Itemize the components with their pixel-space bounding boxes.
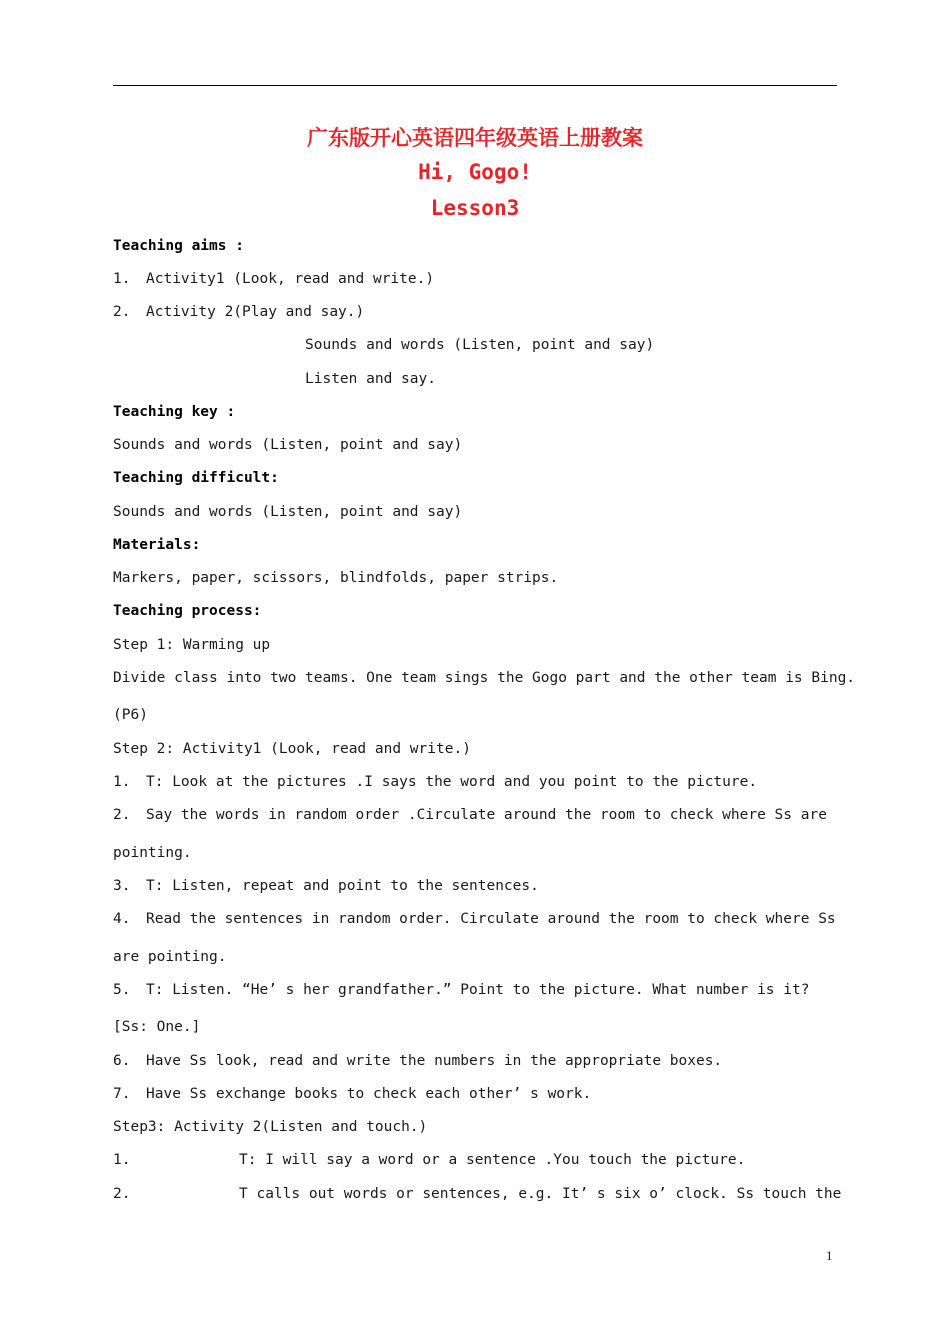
step-2-item: 4. Read the sentences in random order. Circulate around the room to check where Ss bbox=[113, 911, 836, 927]
header-rule bbox=[113, 85, 837, 86]
materials-text: Markers, paper, scissors, blindfolds, paper strips. bbox=[113, 570, 559, 586]
step-3-item: 1. T: I will say a word or a sentence .You touch the picture. bbox=[113, 1152, 746, 1168]
aim-subitem: Listen and say. bbox=[305, 371, 436, 387]
step-1-text: Divide class into two teams. One team sings the Gogo part and the other team is Bing. bbox=[113, 670, 856, 686]
page-number: 1 bbox=[826, 1248, 833, 1263]
step-3-item: 2. T calls out words or sentences, e.g. It’ s six o’ clock. Ss touch the bbox=[113, 1186, 842, 1202]
step-2-item: 2. Say the words in random order .Circulate around the room to check where Ss are bbox=[113, 807, 827, 823]
document-title: 广东版开心英语四年级英语上册教案 bbox=[307, 126, 643, 150]
difficult-heading: Teaching difficult: bbox=[113, 470, 279, 486]
aims-heading: Teaching aims : bbox=[113, 238, 244, 254]
lesson-title: Lesson3 bbox=[430, 196, 520, 220]
key-text: Sounds and words (Listen, point and say) bbox=[113, 437, 463, 453]
step-2-item: 6. Have Ss look, read and write the numbers in the appropriate boxes. bbox=[113, 1053, 723, 1069]
step-2-item: 7. Have Ss exchange books to check each other’ s work. bbox=[113, 1086, 592, 1102]
step-1-text-cont: (P6) bbox=[113, 707, 148, 723]
step-2-heading: Step 2: Activity1 (Look, read and write.) bbox=[113, 741, 471, 757]
step-2-item: 5. T: Listen. “He’ s her grandfather.” Point to the picture. What number is it? bbox=[113, 982, 810, 998]
step-3-heading: Step3: Activity 2(Listen and touch.) bbox=[113, 1119, 428, 1135]
process-heading: Teaching process: bbox=[113, 603, 262, 619]
key-heading: Teaching key : bbox=[113, 404, 236, 420]
unit-title: Hi, Gogo! bbox=[418, 160, 532, 184]
step-2-item: 3. T: Listen, repeat and point to the sentences. bbox=[113, 878, 539, 894]
step-2-item-cont: [Ss: One.] bbox=[113, 1019, 201, 1035]
step-1-heading: Step 1: Warming up bbox=[113, 637, 271, 653]
aim-item: 2. Activity 2(Play and say.) bbox=[113, 304, 365, 320]
step-2-item-cont: pointing. bbox=[113, 845, 192, 861]
aim-subitem: Sounds and words (Listen, point and say) bbox=[305, 337, 655, 353]
difficult-text: Sounds and words (Listen, point and say) bbox=[113, 504, 463, 520]
materials-heading: Materials: bbox=[113, 537, 201, 553]
step-2-item-cont: are pointing. bbox=[113, 949, 227, 965]
aim-item: 1. Activity1 (Look, read and write.) bbox=[113, 271, 435, 287]
step-2-item: 1. T: Look at the pictures .I says the word and you point to the picture. bbox=[113, 774, 758, 790]
